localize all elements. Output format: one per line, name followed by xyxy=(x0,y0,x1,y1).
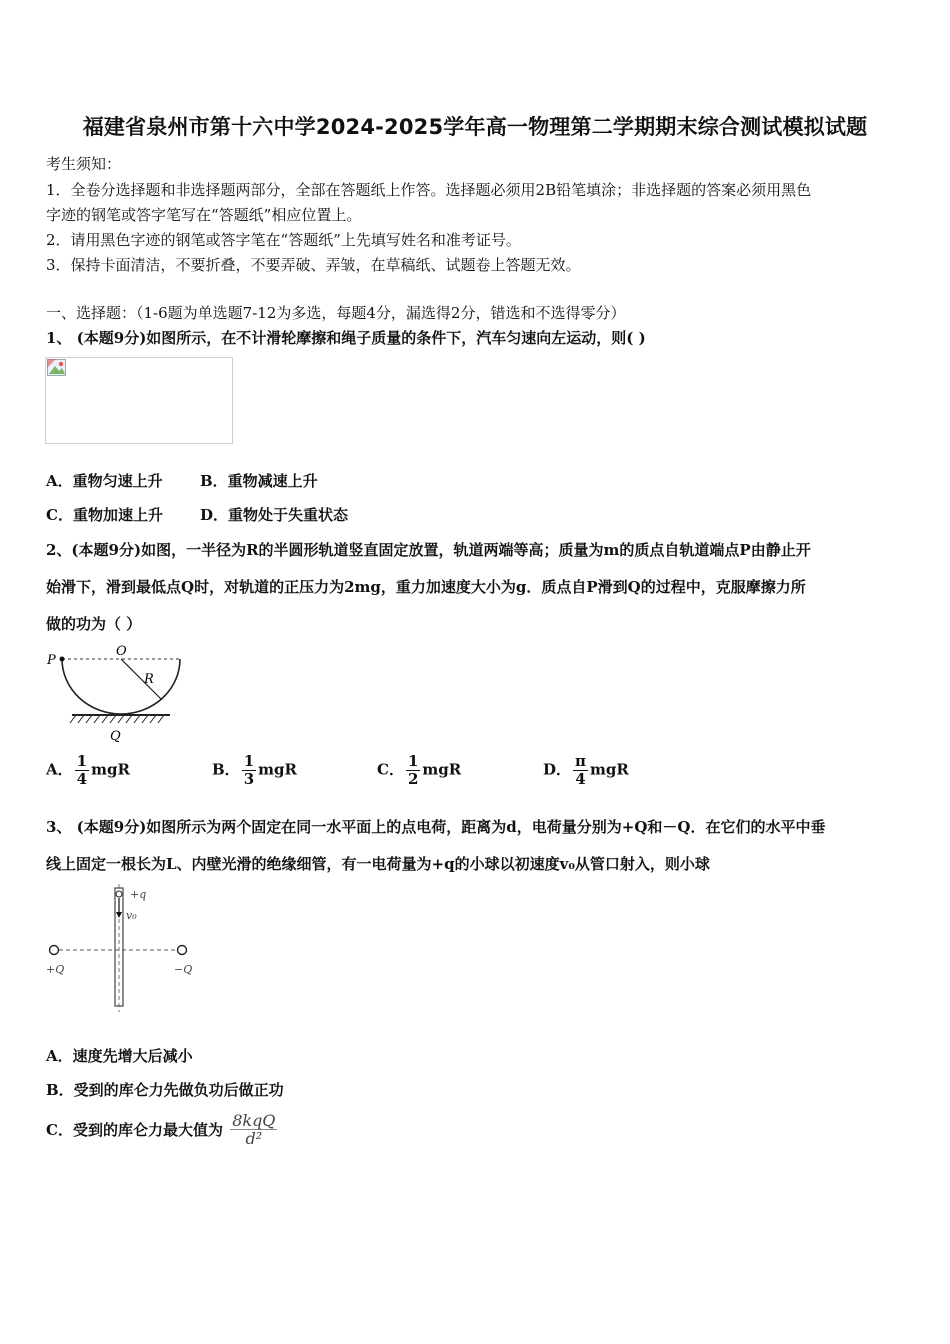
q1-stem: 1、 (本题9分)如图所示，在不计滑轮摩擦和绳子质量的条件下，汽车匀速向左运动，则( ) xyxy=(46,329,646,347)
charge-minus-Q xyxy=(178,946,187,955)
q2-option-a-label: A． xyxy=(46,760,73,779)
q2-option-c-label: C． xyxy=(377,760,404,779)
point-p xyxy=(60,657,65,662)
ground-hatching xyxy=(70,715,164,723)
q2-semicircle-diagram xyxy=(44,642,194,747)
q2-option-a-tail: mgR xyxy=(91,760,130,779)
q2-option-b-tail: mgR xyxy=(258,760,297,779)
q1-option-b: B．重物减速上升 xyxy=(200,472,318,490)
label-plus-Q: +Q xyxy=(46,963,65,976)
fraction xyxy=(406,753,420,788)
q2-stem-line3: 做的功为（ ） xyxy=(46,615,142,633)
ball xyxy=(116,891,122,897)
q2-stem-line1: 2、(本题9分)如图，一半径为R的半圆形轨道竖直固定放置，轨道两端等高；质量为m的质点自轨道端点P由静止开 xyxy=(46,541,811,559)
notice-heading: 考生须知： xyxy=(46,155,122,173)
denominator: 2 xyxy=(407,770,419,788)
fraction xyxy=(242,753,256,788)
q3-option-c-text: C．受到的库仑力最大值为 xyxy=(46,1121,223,1139)
notice-item-2: 2．请用黑色字迹的钢笔或答字笔在“答题纸”上先填写姓名和准考证号。 xyxy=(46,231,521,249)
numerator: 1 xyxy=(76,752,88,770)
denominator: 4 xyxy=(76,770,88,788)
notice-item-1: 1．全卷分选择题和非选择题两部分，全部在答题纸上作答。选择题必须用2B铅笔填涂；非选择题的答案必须用黑色 xyxy=(46,181,812,199)
q2-option-d-label: D． xyxy=(543,760,572,779)
section-heading: 一、选择题：（1-6题为单选题7-12为多选，每题4分，漏选得2分，错选和不选得零分） xyxy=(46,304,626,322)
velocity-arrow-head xyxy=(116,912,122,918)
q1-option-a: A．重物匀速上升 xyxy=(46,472,163,490)
denominator: d² xyxy=(245,1129,263,1148)
q3-option-a: A．速度先增大后减小 xyxy=(46,1047,193,1065)
q1-option-c: C．重物加速上升 xyxy=(46,506,163,524)
q1-option-d: D．重物处于失重状态 xyxy=(200,506,349,524)
q2-option-c xyxy=(377,753,461,788)
fraction xyxy=(75,753,89,788)
q2-option-d xyxy=(543,753,629,788)
radius-line xyxy=(121,659,162,700)
notice-item-3: 3．保持卡面清洁，不要折叠，不要弄破、弄皱，在草稿纸、试题卷上答题无效。 xyxy=(46,256,581,274)
numerator: π xyxy=(575,752,586,770)
q3-option-b: B．受到的库仑力先做负功后做正功 xyxy=(46,1081,284,1099)
q1-broken-image xyxy=(45,357,233,444)
denominator: 4 xyxy=(575,770,586,788)
fraction xyxy=(230,1112,277,1147)
q2-stem-line2: 始滑下，滑到最低点Q时，对轨道的正压力为2mg，重力加速度大小为g．质点自P滑到Q的过程中，克服摩擦力所 xyxy=(46,578,806,596)
track-arc xyxy=(62,659,180,714)
q2-option-b xyxy=(212,753,297,788)
label-o: O xyxy=(116,644,127,659)
numerator: 1 xyxy=(407,752,419,770)
label-q: Q xyxy=(110,729,121,744)
q2-option-c-tail: mgR xyxy=(422,760,462,779)
q3-stem-line1: 3、 (本题9分)如图所示为两个固定在同一水平面上的点电荷，距离为d，电荷量分别为+Q和－Q．在它们的水平中垂 xyxy=(46,818,826,836)
broken-image-icon xyxy=(47,359,67,377)
numerator: 1 xyxy=(243,752,255,770)
q2-option-b-label: B． xyxy=(212,760,240,779)
q3-charges-diagram xyxy=(44,884,204,1014)
fraction xyxy=(573,753,588,788)
q2-option-d-tail: mgR xyxy=(590,760,629,779)
q3-option-c xyxy=(46,1112,279,1147)
page-title: 福建省泉州市第十六中学2024-2025学年高一物理第二学期期末综合测试模拟试题 xyxy=(82,115,868,139)
notice-item-1-cont: 字迹的钢笔或答字笔写在“答题纸”相应位置上。 xyxy=(46,206,362,224)
numerator: 8kqQ xyxy=(232,1111,276,1130)
label-minus-Q: −Q xyxy=(174,963,193,976)
q2-option-a xyxy=(46,753,130,788)
denominator: 3 xyxy=(243,770,255,788)
label-p: P xyxy=(47,653,56,668)
label-r: R xyxy=(144,672,154,687)
q3-stem-line2: 线上固定一根长为L、内壁光滑的绝缘细管，有一电荷量为+q的小球以初速度v₀从管口射入，则小球 xyxy=(46,855,710,873)
label-v0: v₀ xyxy=(126,909,137,922)
charge-plus-Q xyxy=(50,946,59,955)
label-plus-q: +q xyxy=(130,888,147,901)
